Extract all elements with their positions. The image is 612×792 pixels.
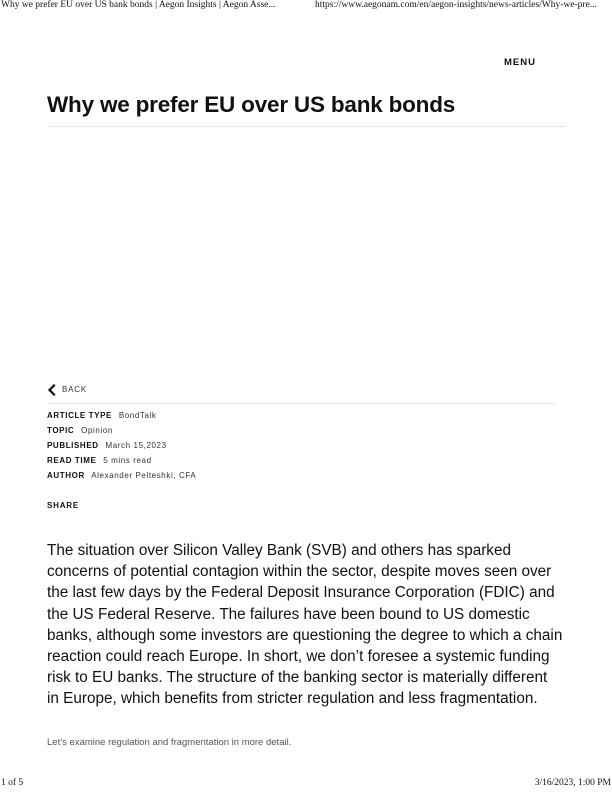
meta-key: ARTICLE TYPE <box>47 411 112 420</box>
meta-key: READ TIME <box>47 456 97 465</box>
menu-button[interactable]: MENU <box>504 57 536 68</box>
intro-line: the last few days by the Federal Deposit Insurance Corporation (FDIC) and <box>47 584 555 602</box>
article-title: Why we prefer EU over US bank bonds <box>47 92 456 117</box>
back-label: BACK <box>62 384 87 394</box>
meta-topic <box>47 426 113 435</box>
share-button[interactable]: SHARE <box>47 501 80 510</box>
meta-value: March 15,2023 <box>105 441 167 450</box>
meta-published <box>47 441 167 450</box>
intro-line: reaction could reach Europe. In short, we don’t foresee a systemic funding <box>47 648 550 666</box>
intro-line: The situation over Silicon Valley Bank (SVB) and others has sparked <box>47 542 511 559</box>
print-datetime: 3/16/2023, 1:00 PM <box>534 778 611 788</box>
intro-line: banks, although some investors are questioning the degree to which a chain <box>47 626 563 644</box>
chevron-left-icon <box>47 383 57 395</box>
meta-value: Opinion <box>81 426 113 435</box>
print-header <box>0 0 612 14</box>
article-intro <box>47 540 572 710</box>
print-footer <box>0 778 612 792</box>
meta-key: AUTHOR <box>47 471 85 480</box>
meta-key: PUBLISHED <box>47 441 99 450</box>
title-divider <box>47 126 566 127</box>
meta-read-time <box>47 456 152 465</box>
intro-line: concerns of potential contagion within the sector, despite moves seen over <box>47 563 552 581</box>
print-url: https://www.aegonam.com/en/aegon-insights/news-articles/Why-we-pre... <box>315 0 597 10</box>
intro-line: risk to EU banks. The structure of the banking sector is materially different <box>47 669 548 687</box>
meta-value: BondTalk <box>118 411 157 420</box>
meta-value: 5 mins read <box>103 456 152 465</box>
intro-line: the US Federal Reserve. The failures have been bound to US domestic <box>47 605 530 623</box>
meta-value: Alexander Pelteshki, CFA <box>91 471 197 480</box>
meta-key: TOPIC <box>47 426 75 435</box>
print-page-title: Why we prefer EU over US bank bonds | Aegon Insights | Aegon Asse... <box>1 0 276 10</box>
detail-text: Let’s examine regulation and fragmentation in more detail. <box>47 737 292 748</box>
print-page-number: 1 of 5 <box>1 778 24 788</box>
intro-line: in Europe, which benefits from stricter regulation and less fragmentation. <box>47 690 538 708</box>
back-link[interactable] <box>47 383 87 395</box>
back-divider <box>47 403 555 404</box>
meta-author <box>47 471 196 480</box>
meta-article-type <box>47 411 157 420</box>
